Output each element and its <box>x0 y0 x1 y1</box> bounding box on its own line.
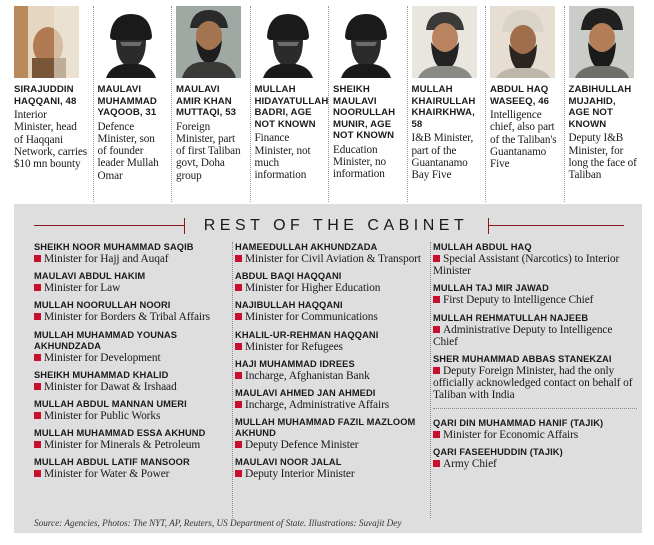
cabinet-panel <box>14 204 642 533</box>
profile-card <box>485 6 564 202</box>
cabinet-column-1 <box>34 242 224 487</box>
profile-name: ZABIHULLAH MUJAHID, AGE NOT KNOWN <box>568 84 632 130</box>
member-role <box>34 282 224 294</box>
silhouette-icon <box>255 6 320 78</box>
member-role-text: Minister for Water & Power <box>44 468 170 481</box>
member-role-text: Minister for Economic Affairs <box>443 428 579 441</box>
member-name: KHALIL-UR-REHMAN HAQQANI <box>235 329 379 340</box>
member-name: MULLAH ABDUL LATIF MANSOOR <box>34 457 190 468</box>
bullet-square-icon <box>235 372 242 379</box>
cabinet-column-2 <box>232 242 422 518</box>
member-name: MAULAVI AHMED JAN AHMEDI <box>235 388 376 399</box>
bullet-square-icon <box>34 470 41 477</box>
member-role <box>235 253 422 265</box>
member-name: MAULAVI NOOR JALAL <box>235 457 342 468</box>
member-name: HAJI MUHAMMAD IDREES <box>235 358 355 369</box>
profile-card <box>93 6 172 202</box>
member-role <box>235 439 422 451</box>
bullet-square-icon <box>235 401 242 408</box>
bullet-square-icon <box>34 412 41 419</box>
bullet-square-icon <box>433 296 440 303</box>
member-role-text: Minister for Borders & Tribal Affairs <box>44 311 210 324</box>
member-name: MAULAVI ABDUL HAKIM <box>34 271 146 282</box>
member-role-text: Army Chief <box>443 457 497 470</box>
cabinet-entry <box>433 354 636 402</box>
member-role <box>433 253 636 277</box>
member-role <box>34 468 224 480</box>
profiles-row <box>14 6 642 202</box>
portrait-photo <box>412 6 477 78</box>
member-role-text: Minister for Development <box>44 351 161 364</box>
cabinet-entry <box>34 271 224 294</box>
cabinet-entry <box>235 330 422 353</box>
portrait-illustration <box>98 6 163 78</box>
profile-role: Defence Minister, son of founder leader Mullah Omar <box>97 120 159 182</box>
portrait-photo <box>490 6 555 78</box>
bullet-square-icon <box>235 470 242 477</box>
member-role <box>235 341 422 353</box>
member-role <box>433 294 636 306</box>
silhouette-icon <box>333 6 398 78</box>
member-role <box>34 381 224 393</box>
cabinet-entry <box>433 283 636 306</box>
profile-role: Deputy I&B Minister, for long the face of Taliban <box>568 132 637 181</box>
member-name: MULLAH ABDUL MANNAN UMERI <box>34 399 187 410</box>
profile-card <box>407 6 486 202</box>
portrait-photo <box>176 6 241 78</box>
member-role-text: Deputy Interior Minister <box>245 468 355 481</box>
member-role-text: Minister for Dawat & Irshaad <box>44 380 177 393</box>
member-name: SHEIKH NOOR MUHAMMAD SAQIB <box>34 242 194 252</box>
cabinet-entry <box>235 271 422 294</box>
profile-card <box>14 6 93 202</box>
cabinet-entry <box>433 447 636 470</box>
member-role <box>433 458 636 470</box>
cabinet-entry <box>235 417 422 451</box>
member-role <box>235 311 422 323</box>
silhouette-icon <box>98 6 163 78</box>
bullet-square-icon <box>433 367 440 374</box>
member-role-text: Minister for Hajj and Auqaf <box>44 253 169 265</box>
profile-card <box>564 6 643 202</box>
member-role <box>235 282 422 294</box>
cabinet-entry <box>235 388 422 411</box>
cabinet-title: REST OF THE CABINET <box>203 217 469 234</box>
profile-role: Education Minister, no information <box>333 143 387 181</box>
member-role-text: Minister for Higher Education <box>245 282 381 295</box>
photo-icon <box>569 6 634 78</box>
profile-name: MULLAH HIDAYATULLAH BADRI, AGE NOT KNOWN <box>254 84 329 130</box>
cabinet-entry <box>235 242 422 265</box>
profile-role: Intelligence chief, also part of the Taliban's Guantanamo Five <box>490 109 557 170</box>
member-name: SHER MUHAMMAD ABBAS STANEKZAI <box>433 354 612 365</box>
member-name: MULLAH NOORULLAH NOORI <box>34 300 171 311</box>
bullet-square-icon <box>433 431 440 438</box>
bullet-square-icon <box>34 313 41 320</box>
member-name: MULLAH ABDUL HAQ <box>433 242 532 252</box>
member-name: QARI FASEEHUDDIN (TAJIK) <box>433 446 563 457</box>
member-role-text: Minister for Refugees <box>245 340 343 353</box>
photo-icon <box>490 6 555 78</box>
member-role <box>34 410 224 422</box>
member-name: ABDUL BAQI HAQQANI <box>235 271 342 282</box>
member-role <box>433 429 636 441</box>
member-name: MULLAH MUHAMMAD FAZIL MAZLOOM AKHUND <box>235 417 416 439</box>
profile-card <box>171 6 250 202</box>
cabinet-entry <box>235 300 422 323</box>
member-role-text: Minister for Public Works <box>44 410 161 423</box>
bullet-square-icon <box>34 284 41 291</box>
cabinet-entry <box>34 428 224 451</box>
bullet-square-icon <box>235 313 242 320</box>
banner-rule-left <box>34 225 184 226</box>
member-role-text: Special Assistant (Narcotics) to Interior Minister <box>433 253 620 278</box>
bullet-square-icon <box>235 255 242 262</box>
bullet-square-icon <box>433 326 440 333</box>
profile-name: MULLAH KHAIRULLAH KHAIRKHWA, 58 <box>411 84 476 130</box>
profile-role: Interior Minister, head of Haqqani Network, carries $10 mn bounty <box>14 109 87 170</box>
banner-rule-right <box>488 225 624 226</box>
member-role-text: Administrative Deputy to Intelligence Chief <box>433 323 613 348</box>
bullet-square-icon <box>235 284 242 291</box>
cabinet-entry <box>433 418 636 441</box>
member-role-text: Incharge, Administrative Affairs <box>245 399 390 412</box>
cabinet-entry <box>235 359 422 382</box>
member-name: HAMEEDULLAH AKHUNDZADA <box>235 242 378 252</box>
portrait-photo <box>569 6 634 78</box>
bullet-square-icon <box>34 383 41 390</box>
member-role <box>34 311 224 323</box>
member-role-text: Incharge, Afghanistan Bank <box>245 369 370 382</box>
portrait-photo <box>14 6 79 78</box>
member-role-text: Deputy Defence Minister <box>245 439 359 452</box>
member-name: MULLAH MUHAMMAD ESSA AKHUND <box>34 428 206 439</box>
member-name: SHEIKH MUHAMMAD KHALID <box>34 369 169 380</box>
profile-card <box>328 6 407 202</box>
source-credit: Source: Agencies, Photos: The NYT, AP, Reuters, US Department of State. Illustrations: Suvajit Dey <box>34 518 402 528</box>
cabinet-entry <box>235 457 422 480</box>
cabinet-entry <box>34 457 224 480</box>
cabinet-entry <box>433 313 636 348</box>
member-role <box>34 352 224 364</box>
photo-icon <box>14 6 79 78</box>
cabinet-column-3 <box>430 242 636 518</box>
cabinet-entry <box>34 399 224 422</box>
bullet-square-icon <box>34 441 41 448</box>
photo-icon <box>412 6 477 78</box>
photo-icon <box>176 6 241 78</box>
member-role-text: First Deputy to Intelligence Chief <box>443 294 594 307</box>
member-role <box>433 324 636 348</box>
bullet-square-icon <box>235 441 242 448</box>
member-name: NAJIBULLAH HAQQANI <box>235 300 343 311</box>
member-name: MULLAH REHMATULLAH NAJEEB <box>433 312 589 323</box>
bullet-square-icon <box>433 460 440 467</box>
portrait-illustration <box>255 6 320 78</box>
cabinet-entry <box>433 242 636 277</box>
cabinet-banner <box>14 216 642 236</box>
member-name: MULLAH TAJ MIR JAWAD <box>433 283 549 294</box>
member-role <box>235 468 422 480</box>
cabinet-entry <box>34 300 224 323</box>
member-role-text: Minister for Minerals & Petroleum <box>44 439 201 452</box>
bullet-square-icon <box>433 255 440 262</box>
cabinet-entry <box>34 242 224 265</box>
bullet-square-icon <box>34 354 41 361</box>
profile-name: MAULAVI AMIR KHAN MUTTAQI, 53 <box>176 84 237 119</box>
profile-name: SHEIKH MAULAVI NOORULLAH MUNIR, AGE NOT KNOWN <box>333 84 396 142</box>
portrait-illustration <box>333 6 398 78</box>
member-role-text: Minister for Communications <box>245 311 378 324</box>
member-name: QARI DIN MUHAMMAD HANIF (TAJIK) <box>433 417 604 428</box>
member-role-text: Deputy Foreign Minister, had the only officially acknowledged contact on behalf of Taliban with India <box>433 365 633 402</box>
member-role-text: Minister for Law <box>44 282 121 295</box>
member-name: MULLAH MUHAMMAD YOUNAS AKHUNDZADA <box>34 329 178 351</box>
profile-role: Finance Minister, not much information <box>254 132 311 181</box>
member-role <box>34 439 224 451</box>
bullet-square-icon <box>235 343 242 350</box>
bullet-square-icon <box>34 255 41 262</box>
cabinet-entry <box>34 330 224 364</box>
cabinet-entry <box>34 370 224 393</box>
profile-role: I&B Minister, part of the Guantanamo Bay Five <box>411 132 474 181</box>
profile-role: Foreign Minister, part of first Taliban govt, Doha group <box>176 120 241 182</box>
profile-name: MAULAVI MUHAMMAD YAQOOB, 31 <box>97 84 157 119</box>
member-role-text: Minister for Civil Aviation & Transport <box>245 253 421 265</box>
profile-name: ABDUL HAQ WASEEQ, 46 <box>490 84 550 107</box>
member-role <box>433 365 636 402</box>
profile-card <box>250 6 329 202</box>
profile-name: SIRAJUDDIN HAQQANI, 48 <box>14 84 77 107</box>
member-role <box>34 253 224 265</box>
column-divider <box>433 408 637 409</box>
banner-bracket-right <box>488 218 489 234</box>
member-role <box>235 399 422 411</box>
member-role <box>235 370 422 382</box>
